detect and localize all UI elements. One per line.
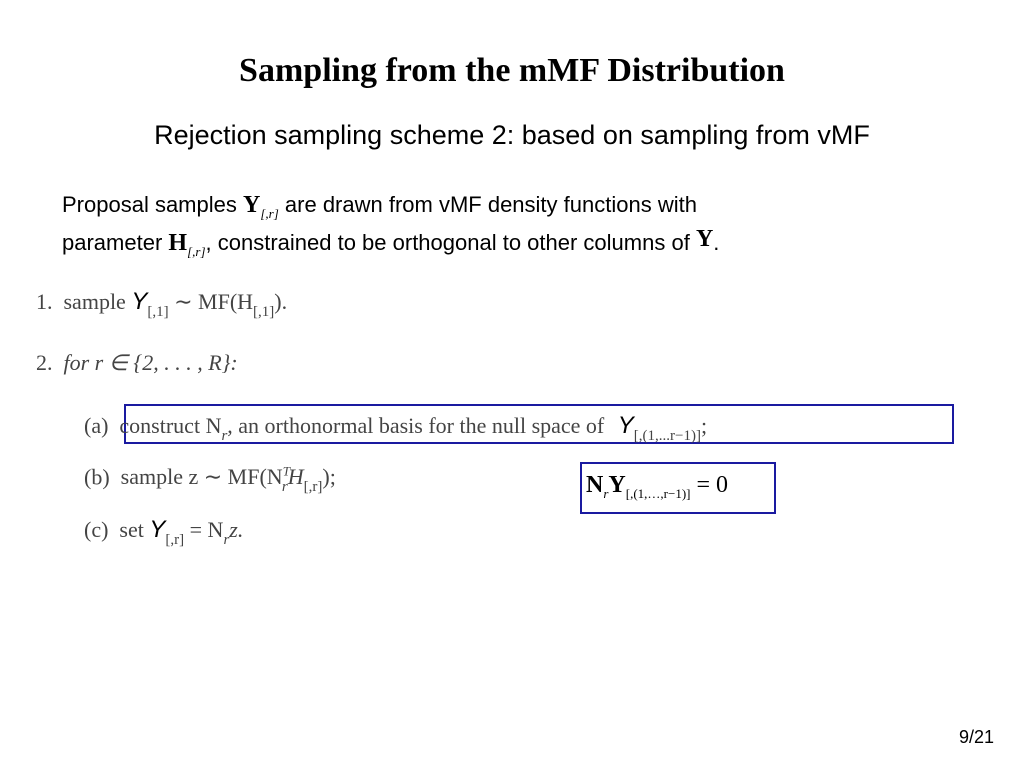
para-text: , constrained to be orthogonal to other columns of bbox=[205, 230, 690, 255]
symbol-subscript: [,r] bbox=[165, 532, 185, 548]
slide-subtitle: Rejection sampling scheme 2: based on sampling from vMF bbox=[154, 120, 870, 150]
symbol-subscript: r bbox=[603, 486, 609, 501]
step-text: construct $N_r$, an orthonormal basis for the null space of bbox=[119, 413, 605, 444]
step-label: (c) bbox=[84, 517, 109, 542]
symbol-N: N bbox=[586, 472, 604, 498]
symbol-subscript: [,(1,…,r−1)] bbox=[625, 486, 691, 501]
symbol-Y: Y bbox=[149, 516, 166, 543]
step-c bbox=[84, 516, 243, 549]
para-text: parameter bbox=[62, 230, 163, 255]
step-text: ∼ $MF(H_{[,1]})$. bbox=[174, 289, 288, 320]
symbol-Y: Y bbox=[608, 472, 626, 498]
step-number: 1. bbox=[36, 289, 53, 314]
symbol-subscript: [,r] bbox=[187, 244, 206, 259]
step-text: sample z ∼ $MF(N^T_rH_{[,r]})$; bbox=[120, 464, 336, 496]
equation-rhs: = 0 bbox=[696, 472, 729, 498]
step-b bbox=[84, 464, 336, 496]
paragraph-line-1 bbox=[62, 192, 697, 222]
step-text: = $N_rz$. bbox=[189, 517, 244, 548]
step-text: for r ∈ {2, . . . , R}: bbox=[63, 350, 238, 375]
paragraph-line-2 bbox=[62, 226, 719, 260]
symbol-subscript: [,r] bbox=[260, 206, 279, 221]
symbol-Y: Y bbox=[131, 288, 148, 315]
step-2 bbox=[36, 350, 238, 376]
symbol-subscript: [,1] bbox=[147, 304, 169, 320]
symbol-subscript: [,(1,...r−1)] bbox=[633, 428, 701, 444]
step-text: sample bbox=[63, 289, 126, 314]
para-text: . bbox=[713, 230, 720, 255]
step-label: (b) bbox=[84, 464, 110, 490]
step-a bbox=[84, 412, 707, 445]
step-number: 2. bbox=[36, 350, 53, 375]
para-text: are drawn from vMF density functions with bbox=[284, 192, 697, 217]
para-text: Proposal samples bbox=[62, 192, 237, 217]
symbol-Y: Y bbox=[617, 412, 634, 439]
symbol-H: H bbox=[168, 230, 188, 256]
slide-title: Sampling from the mMF Distribution bbox=[239, 52, 785, 89]
step-text: ; bbox=[700, 413, 708, 438]
page-number: 9/21 bbox=[958, 727, 994, 747]
step-label: (a) bbox=[84, 413, 109, 438]
symbol-Y: Y bbox=[695, 226, 714, 252]
equation bbox=[586, 472, 728, 502]
step-text: set bbox=[119, 517, 144, 542]
step-1 bbox=[36, 288, 287, 321]
symbol-Y: Y bbox=[243, 192, 261, 218]
